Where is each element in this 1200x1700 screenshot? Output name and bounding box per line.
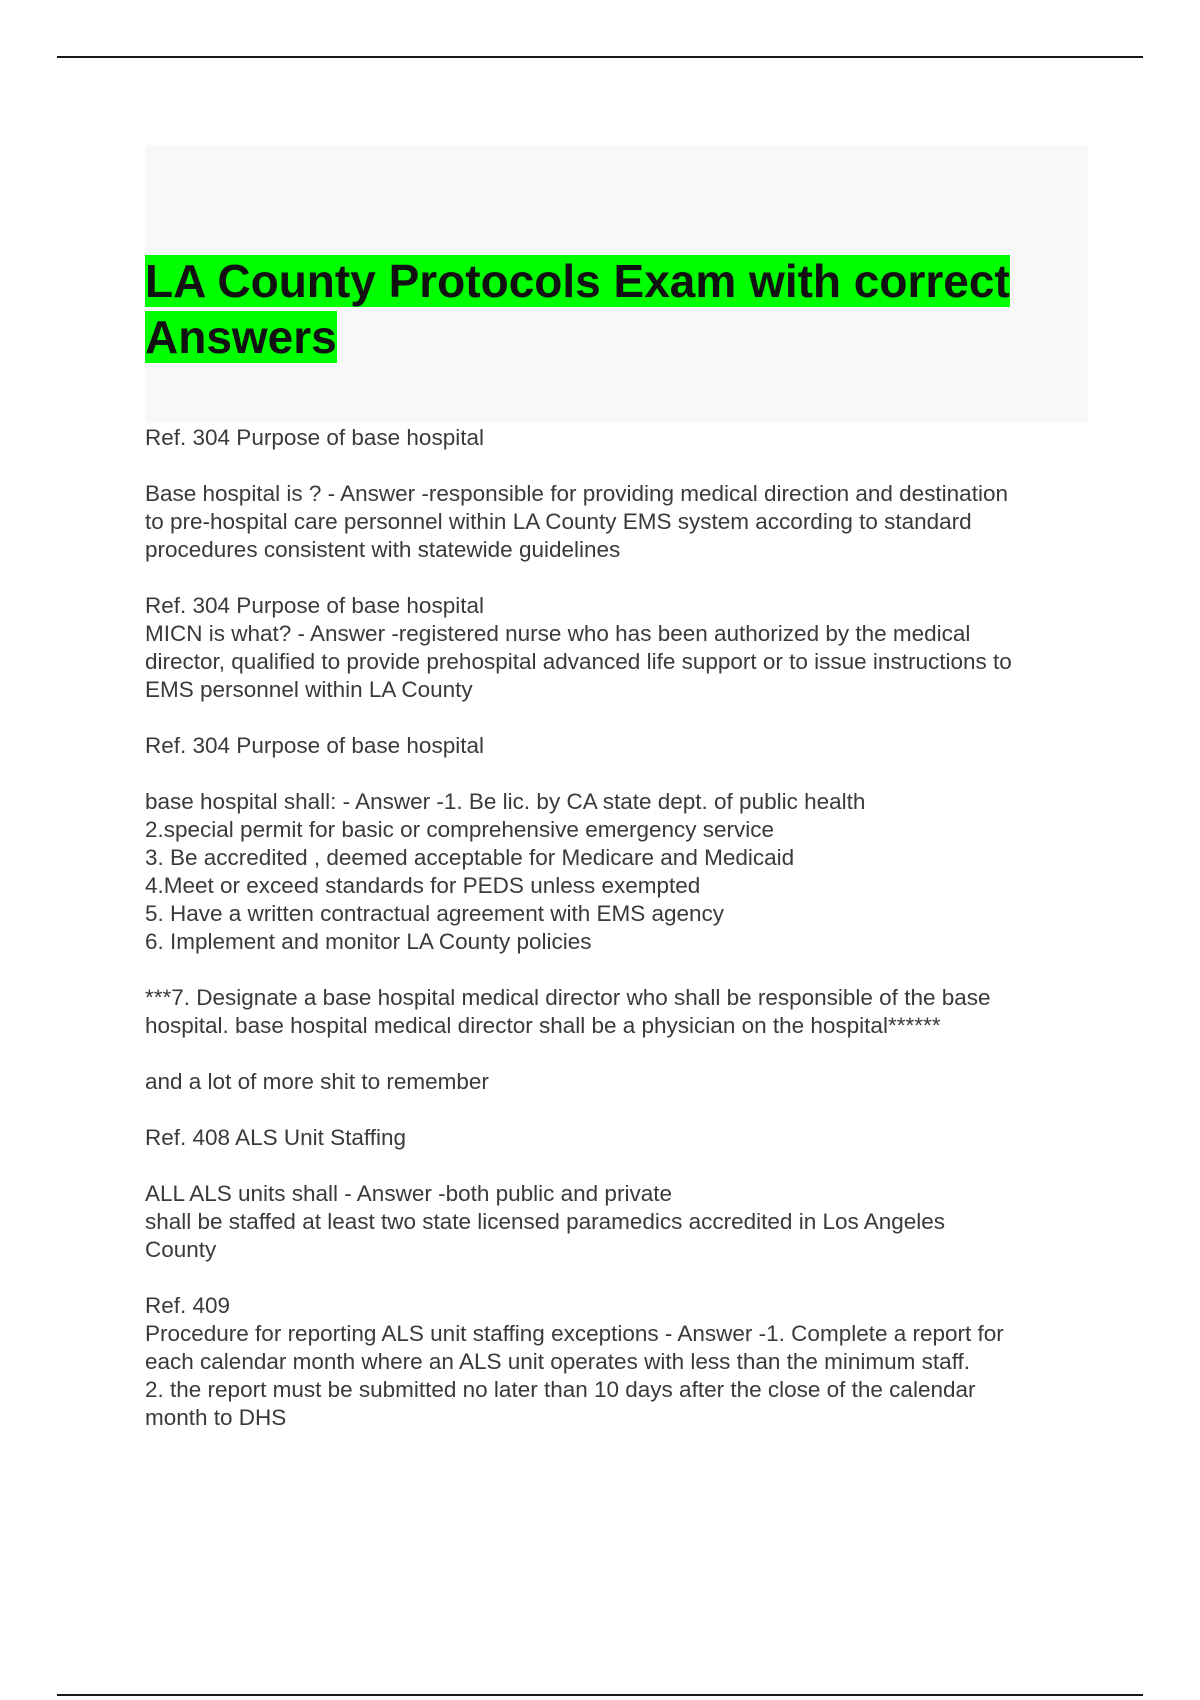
paragraph <box>145 480 1095 564</box>
text-line: Ref. 304 Purpose of base hospital <box>145 593 484 618</box>
text-line: hospital. base hospital medical director shall be a physician on the hospital****** <box>145 1013 941 1038</box>
text-line: base hospital shall: - Answer -1. Be lic. by CA state dept. of public health <box>145 789 866 814</box>
paragraph <box>145 788 1095 956</box>
text-line: County <box>145 1237 217 1262</box>
text-line: ALL ALS units shall - Answer -both public and private <box>145 1181 672 1206</box>
paragraph <box>145 732 1095 760</box>
paragraph <box>145 1180 1095 1264</box>
text-line: Ref. 304 Purpose of base hospital <box>145 733 484 758</box>
text-line: MICN is what? - Answer -registered nurse who has been authorized by the medical <box>145 621 971 646</box>
text-line: each calendar month where an ALS unit operates with less than the minimum staff. <box>145 1349 971 1374</box>
document-body <box>145 424 1095 1460</box>
paragraph <box>145 1124 1095 1152</box>
document-title <box>145 253 1088 365</box>
text-line: Ref. 304 Purpose of base hospital <box>145 425 484 450</box>
text-line: 5. Have a written contractual agreement with EMS agency <box>145 901 725 926</box>
text-line: to pre-hospital care personnel within LA County EMS system according to standard <box>145 509 972 534</box>
paragraph <box>145 1068 1095 1096</box>
top-rule <box>57 56 1143 58</box>
text-line: 6. Implement and monitor LA County policies <box>145 929 592 954</box>
paragraph <box>145 1292 1095 1432</box>
bottom-rule <box>57 1694 1143 1696</box>
text-line: Base hospital is ? - Answer -responsible for providing medical direction and destination <box>145 481 1008 506</box>
paragraph <box>145 984 1095 1040</box>
text-line: procedures consistent with statewide guidelines <box>145 537 621 562</box>
text-line: ***7. Designate a base hospital medical director who shall be responsible of the base <box>145 985 991 1010</box>
paragraph <box>145 592 1095 704</box>
text-line: month to DHS <box>145 1405 287 1430</box>
text-line: EMS personnel within LA County <box>145 677 473 702</box>
title-highlight: LA County Protocols Exam with correct Answers <box>145 255 1010 363</box>
text-line: and a lot of more shit to remember <box>145 1069 489 1094</box>
text-line: shall be staffed at least two state licensed paramedics accredited in Los Angeles <box>145 1209 946 1234</box>
text-line: director, qualified to provide prehospital advanced life support or to issue instructions to <box>145 649 1012 674</box>
text-line: 2.special permit for basic or comprehensive emergency service <box>145 817 775 842</box>
text-line: Ref. 409 <box>145 1293 231 1318</box>
text-line: 4.Meet or exceed standards for PEDS unless exempted <box>145 873 701 898</box>
paragraph <box>145 424 1095 452</box>
text-line: 3. Be accredited , deemed acceptable for Medicare and Medicaid <box>145 845 795 870</box>
text-line: 2. the report must be submitted no later than 10 days after the close of the calendar <box>145 1377 976 1402</box>
text-line: Procedure for reporting ALS unit staffing exceptions - Answer -1. Complete a report for <box>145 1321 1004 1346</box>
text-line: Ref. 408 ALS Unit Staffing <box>145 1125 407 1150</box>
